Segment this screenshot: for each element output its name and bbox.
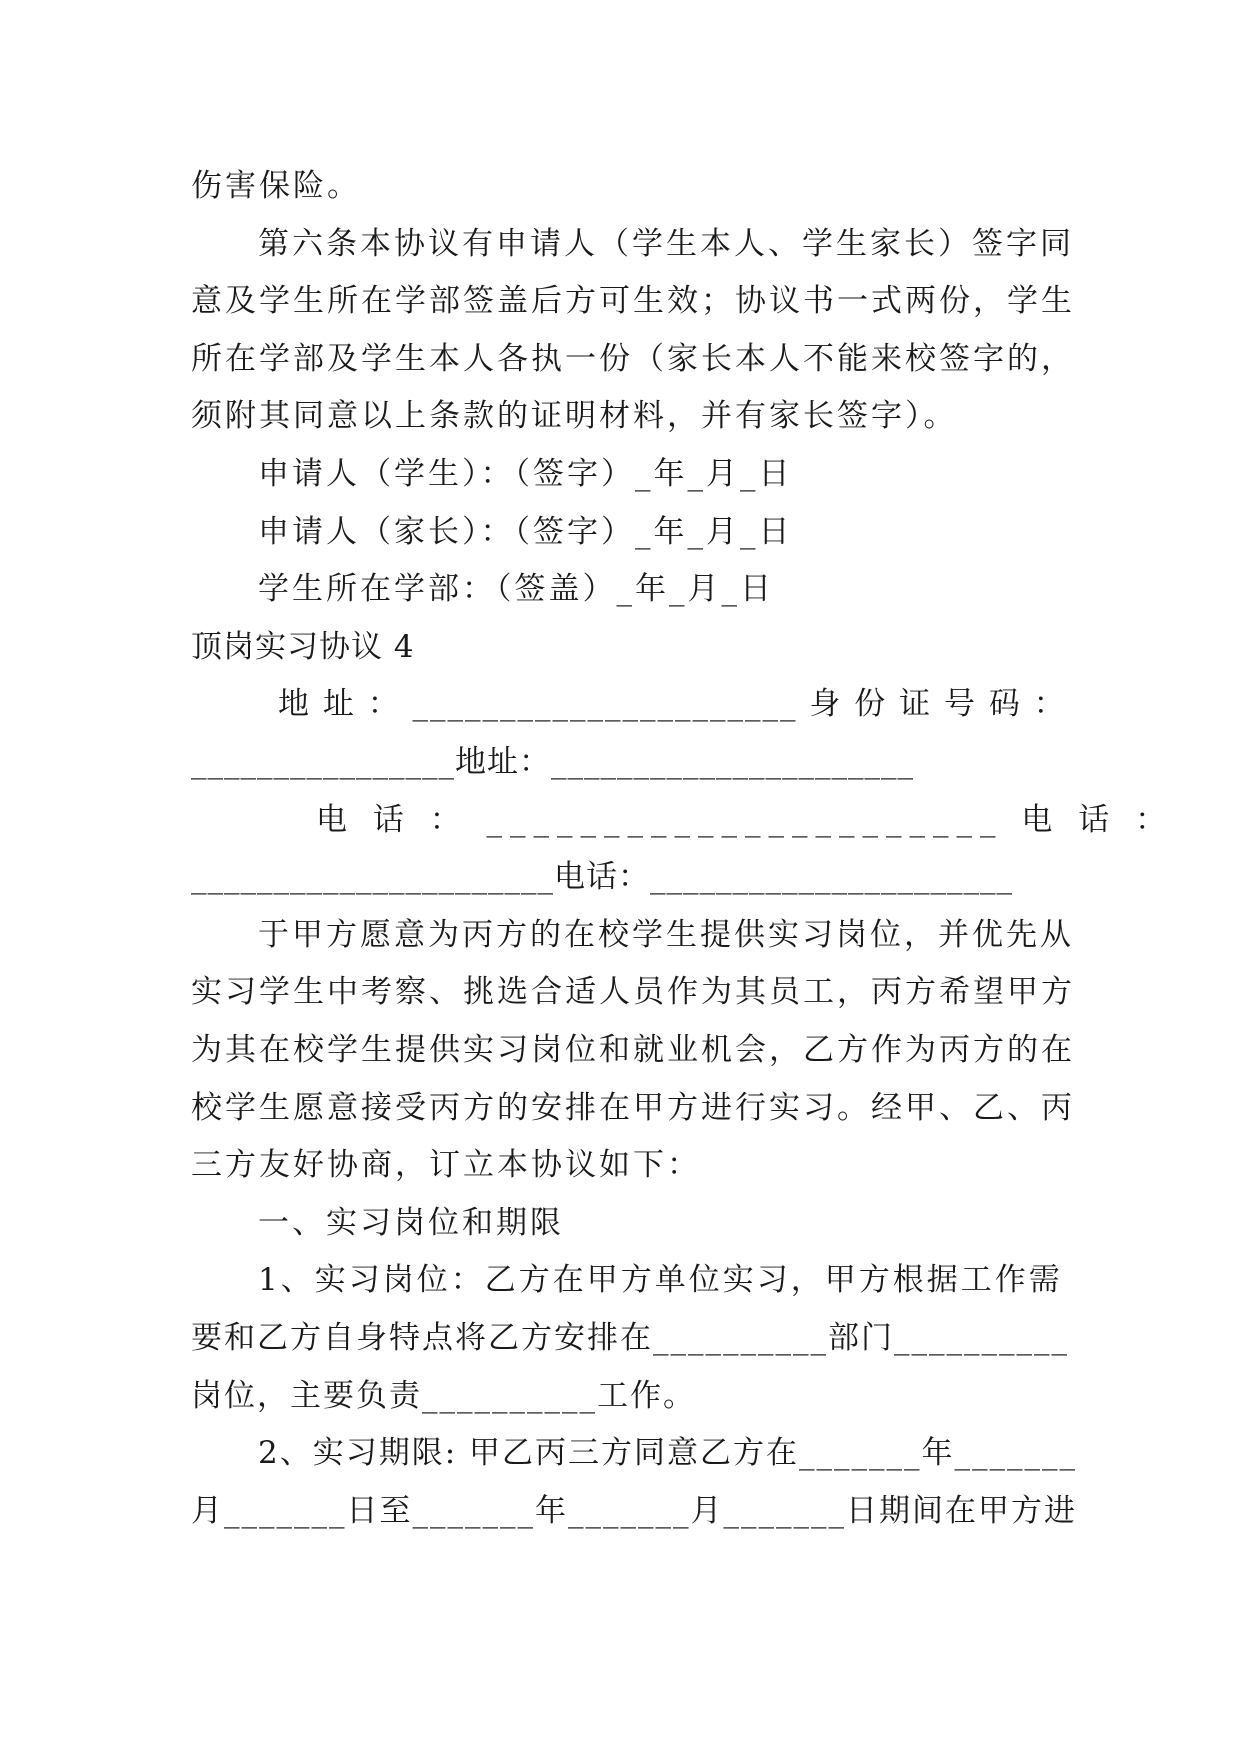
paragraph-line: 意及学生所在学部签盖后方可生效；协议书一式两份，学生 — [191, 283, 1075, 319]
signature-line-department: 学生所在学部：（签盖）_年_月_日 — [258, 571, 774, 607]
paragraph-line: 须附其同意以上条款的证明材料，并有家长签字）。 — [191, 398, 958, 434]
paragraph-line: 于甲方愿意为丙方的在校学生提供实习岗位，并优先从 — [258, 917, 1074, 953]
paragraph-line: 1、实习岗位：乙方在甲方单位实习，甲方根据工作需 — [258, 1262, 1063, 1298]
address-id-line: 地 址 ： ______________________ 身 份 证 号 码 ： — [278, 686, 1067, 722]
paragraph-line: 为其在校学生提供实习岗位和就业机会，乙方作为丙方的在 — [191, 1032, 1075, 1068]
paragraph-line: 要和乙方自身特点将乙方安排在__________部门__________ — [191, 1320, 1069, 1356]
paragraph-line: 第六条本协议有申请人（学生本人、学生家长）签字同 — [258, 226, 1074, 262]
paragraph-line: 伤害保险。 — [191, 168, 361, 204]
section-title: 顶岗实习协议 4 — [191, 629, 415, 665]
paragraph-line: 所在学部及学生本人各执一份（家长本人不能来校签字的， — [191, 341, 1075, 377]
paragraph-line: 三方友好协商，订立本协议如下： — [191, 1147, 701, 1183]
phone-line-2: ______________________电话：______________________ — [191, 859, 1013, 895]
address-line: ________________地址：______________________ — [191, 744, 914, 780]
paragraph-line: 岗位，主要负责__________工作。 — [191, 1378, 696, 1414]
paragraph-line: 2、实习期限: 甲乙丙三方同意乙方在_______年_______ — [258, 1435, 1078, 1471]
paragraph-line: 实习学生中考察、挑选合适人员作为其员工，丙方希望甲方 — [191, 974, 1075, 1010]
phone-line: 电 话 ： ______________________ 电 话 ： — [316, 802, 1175, 838]
signature-line-parent: 申请人（家长）：（签字）_年_月_日 — [258, 514, 793, 550]
paragraph-line: 校学生愿意接受丙方的安排在甲方进行实习。经甲、乙、丙 — [191, 1090, 1075, 1126]
signature-line-student: 申请人（学生）：（签字）_年_月_日 — [258, 456, 793, 492]
section-heading: 一、实习岗位和期限 — [258, 1205, 564, 1241]
paragraph-line: 月_______日至_______年_______月_______日期间在甲方进 — [191, 1493, 1077, 1529]
